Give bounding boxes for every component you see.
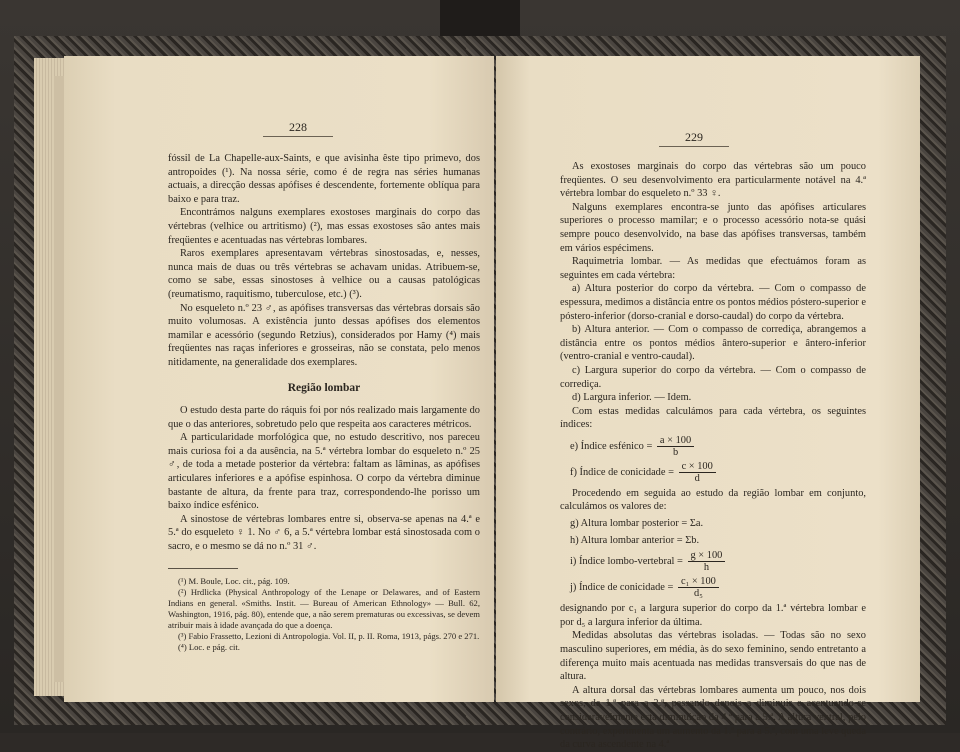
paragraph: b) Altura anterior. — Com o compasso de corrediça, abrangemos a distância entre os pontos médios ântero-superior e ântero-inferior (ventro-cranial e ventro-caudal).	[560, 324, 866, 363]
footnote-rule	[168, 568, 238, 569]
page-number: 228	[289, 120, 307, 134]
page-edges	[34, 58, 68, 696]
paragraph: O estudo desta parte do ráquis foi por nós realizado mais largamente do que o das anteriores, sobretudo pelo que respeita aos caracteres métricos.	[168, 405, 480, 430]
paragraph: Medidas absolutas das vértebras isoladas. — Todas são no sexo masculino superiores, em média, às do sexo feminino, sendo entretanto a diferença muito mais acentuada nas medidas transversais do que nas de altura.	[560, 630, 866, 683]
formula-g: g) Altura lombar posterior = Σa.	[570, 518, 704, 530]
formula-i	[570, 550, 866, 573]
page-number-rule	[263, 136, 333, 137]
fraction	[688, 550, 726, 573]
formula-label: e) Índice esfénico =	[570, 440, 653, 452]
paragraph: a) Altura posterior do corpo da vértebra. — Com o compasso de espessura, medimos a distância entre os pontos médios póstero-superior e póstero-inferior (dorso-cranial e dorso-caudal) do corpo da vértebra.	[560, 283, 866, 322]
paragraph: fóssil de La Chapelle-aux-Saints, e que avisinha êste tipo primevo, dos antropoides (¹). Na nossa série, como é de regra nas séries humanas actuais, a direcção dessas apófises é descendente, fortemente oblíqua para baixo e para traz.	[168, 153, 480, 205]
section-title: Região lombar	[287, 381, 361, 394]
paragraph: Encontrámos nalguns exemplares exostoses marginais do corpo das vértebras (velhice ou artritismo) (²), mas essas exostoses são antes mais freqüentes e acentuadas nas vértebras lombares.	[168, 207, 480, 246]
formula-e	[570, 435, 866, 458]
denominator: d₅	[694, 588, 703, 600]
footnote: (⁴) Loc. e pág. cit.	[178, 641, 240, 652]
page-number: 229	[685, 130, 703, 144]
fraction	[679, 461, 716, 484]
paragraph: designando por c₁ a largura superior do corpo da 1.ª vértebra lombar e por d₅ a largura inferior da última.	[560, 603, 866, 628]
paragraph: No esqueleto n.º 23 ♂, as apófises transversas das vértebras dorsais são muito volumosas. A existência junto dessas apófises dos elementos mamilar e acessório (segundo Retzius), considerados por Hamy (⁴) mais freqüentes nas raças inferiores e grosseiras, não se constata, pelo menos nitidamente, na generalidade dos exemplares.	[168, 302, 480, 368]
denominator: b	[672, 446, 679, 458]
fraction	[657, 435, 694, 458]
formula-label: j) Índice de conicidade =	[570, 582, 674, 594]
paragraph: d) Largura inferior. — Idem.	[572, 392, 692, 404]
paragraph: Com estas medidas calculámos para cada vértebra, os seguintes índices:	[560, 405, 866, 431]
paragraph: A altura dorsal das vértebras lombares aumenta um pouco, nos dois sexos, da 1.ª para a 2.ª, passando depois a diminuir e acentuando-se consideràvelmente esta diminuição da 4.ª para a 5.ª. A altura ventral, pelo contrário, experimenta um aumento da 1.ª para a 5.ª, com uma leve queda da curva ascendente na 4.ª	[560, 684, 866, 751]
paragraph: c) Largura superior do corpo da vértebra. — Com o compasso de corrediça.	[560, 364, 866, 390]
numerator: c × 100	[679, 461, 716, 473]
paragraph: Procedendo em seguida ao estudo da região lombar em conjunto, calculámos os valores de:	[560, 487, 866, 513]
footnotes	[168, 576, 480, 653]
footnote: (²) Hrdlicka (Physical Anthropology of the Lenape or Delawares, and of Eastern Indians en general. «Smiths. Instit. — Bureau of American Ethnology» — Bull. 62, Washington, 1916, pág. 80), entende que, a não serem prematuras ou excessivas, se devem atribuir mais à idade avançada do que a doença.	[168, 586, 480, 630]
paragraph: A particularidade morfológica que, no estudo descritivo, nos pareceu mais curiosa foi a da ausência, na 5.ª vértebra lombar do esqueleto n.º 25 ♂, de toda a metade posterior da vértebra: faltam as lâminas, as apófises articulares inferiores e a apófise espinhosa. O corpo da vértebra diminue bastante de altura, da frente para traz, correspondendo-lhe porisso um baixo índice esfénico.	[168, 432, 480, 512]
right-page	[496, 56, 920, 751]
right-text-column	[560, 160, 866, 752]
denominator: h	[703, 562, 710, 574]
paragraph: Nalguns exemplares encontra-se junto das apófises articulares superiores o processo mamilar; e o processo acessório nota-se quási sempre pouco desenvolvido, na base das apófises transversas, também em vários espécimens.	[560, 201, 866, 254]
paragraph: Raquimetria lombar. — As medidas que efectuámos foram as seguintes em cada vértebra:	[560, 256, 866, 281]
numerator: c₁ × 100	[678, 576, 719, 588]
paragraph: A sinostose de vértebras lombares entre si, observa-se apenas na 4.ª e 5.ª do esqueleto ♀ 1. No ♂ 6, a 5.ª vértebra lombar está sinostosada com o sacro, e o mesmo se dá no n.º 31 ♂.	[168, 513, 480, 553]
numerator: g × 100	[688, 550, 726, 562]
left-page	[64, 56, 494, 702]
paragraph: Raros exemplares apresentavam vértebras sinostosadas, e, nesses, nunca mais de duas ou três vértebras se achavam unidas. Atribuem-se, como se sabe, essas sinostoses à velhice ou a causas patológicas (reumatismo, raquitismo, tuberculose, etc.) (³).	[168, 248, 480, 300]
numerator: a × 100	[657, 435, 694, 447]
formula-label: i) Índice lombo-vertebral =	[570, 556, 683, 568]
formula-j	[570, 576, 866, 599]
paragraph: As exostoses marginais do corpo das vértebras são um pouco freqüentes. O seu desenvolvimento era particularmente notável na 4.ª vértebra lombar do esqueleto n.º 33 ♀.	[560, 161, 866, 200]
footnote: (¹) M. Boule, Loc. cit., pág. 109.	[178, 575, 290, 586]
formula-label: f) Índice de conicidade =	[570, 466, 674, 478]
page-number-rule	[659, 146, 729, 147]
left-text-column	[168, 152, 480, 653]
fraction	[678, 576, 719, 599]
denominator: d	[694, 472, 700, 484]
formula-f	[570, 461, 866, 484]
footnote: (³) Fabio Frassetto, Lezioni di Antropologia. Vol. II, p. II. Roma, 1913, págs. 270 e 271.	[178, 630, 480, 641]
formula-h: h) Altura lombar anterior = Σb.	[570, 534, 700, 546]
